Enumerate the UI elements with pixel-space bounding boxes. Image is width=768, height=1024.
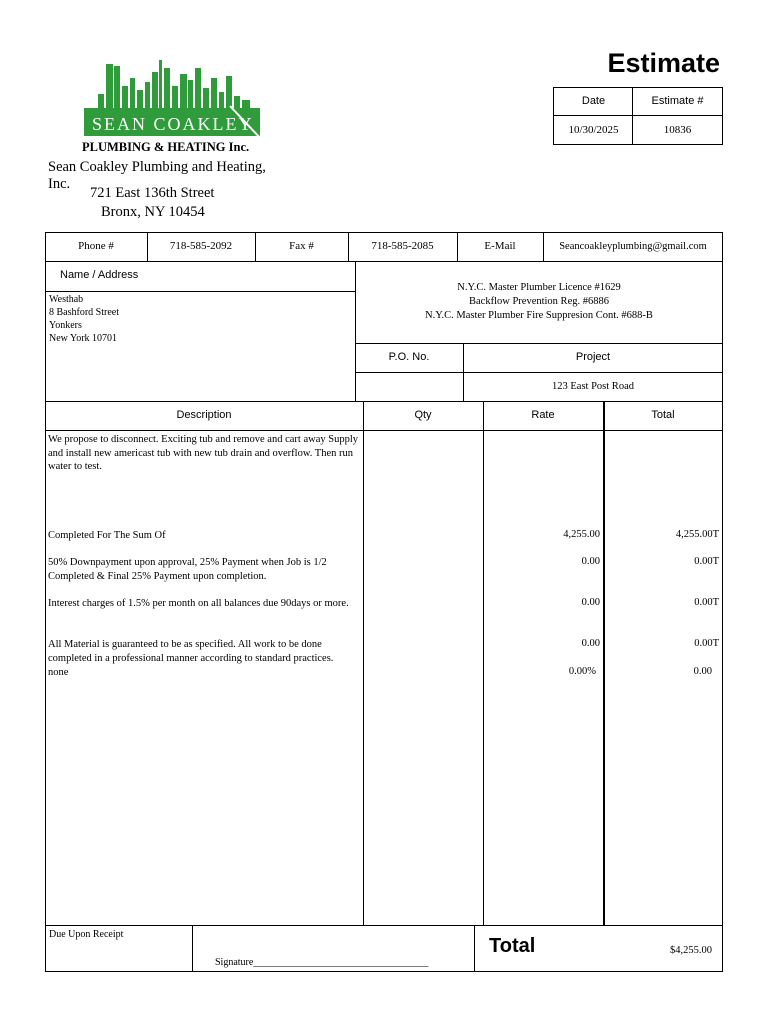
item-total: 0.00 xyxy=(693,666,712,677)
license-line: Backflow Prevention Reg. #6886 xyxy=(469,296,609,307)
column-header-qty: Qty xyxy=(414,409,432,421)
bill-to-line: New York 10701 xyxy=(49,333,118,344)
bill-to-label: Name / Address xyxy=(60,269,139,281)
license-line: N.Y.C. Master Plumber Fire Suppresion Cont. #688-B xyxy=(425,310,653,321)
skyline-logo-icon xyxy=(80,56,266,158)
project-value: 123 East Post Road xyxy=(552,381,634,392)
item-rate: 4,255.00 xyxy=(563,529,600,540)
project-label: Project xyxy=(575,351,611,363)
item-description: Completed For The Sum Of xyxy=(48,530,166,541)
item-description: We propose to disconnect. Exciting tub and remove and cart away Supply and install new americast tub with new tub drain and overflow. Then run water to test. xyxy=(48,434,358,472)
item-rate: 0.00 xyxy=(581,597,600,608)
fax-value: 718-585-2085 xyxy=(371,240,434,252)
column-header-rate: Rate xyxy=(531,409,555,421)
email-value: Seancoakleyplumbing@gmail.com xyxy=(559,241,707,252)
phone-label: Phone # xyxy=(78,240,114,252)
payment-terms: Due Upon Receipt xyxy=(49,929,124,940)
signature-line: Signature___________________________________ xyxy=(215,957,429,968)
total-label: Total xyxy=(489,935,536,957)
estimate-meta-table xyxy=(553,87,723,145)
item-total: 0.00T xyxy=(694,597,719,608)
company-name-block xyxy=(48,159,288,192)
company-city: Bronx, NY 10454 xyxy=(101,204,205,220)
bill-to-line: Westhab xyxy=(49,294,84,305)
document-title: Estimate xyxy=(607,48,720,78)
estimate-number: 10836 xyxy=(663,124,692,136)
item-rate: 0.00 xyxy=(581,556,600,567)
company-logo xyxy=(80,56,266,158)
item-description: 50% Downpayment upon approval, 25% Payment when Job is 1/2 Completed & Final 25% Payment upon completion. xyxy=(48,557,327,582)
logo-text-tagline: PLUMBING & HEATING Inc. xyxy=(82,140,250,154)
total-value: $4,255.00 xyxy=(670,945,712,956)
item-description: All Material is guaranteed to be as specified. All work to be done completed in a professional manner according to standard practices. xyxy=(48,639,334,664)
item-total: 0.00T xyxy=(694,638,719,649)
column-header-total: Total xyxy=(651,409,675,421)
bill-to-line: 8 Bashford Street xyxy=(49,307,119,318)
logo-text-name: SEAN COAKLEY xyxy=(92,114,254,134)
estimate-date: 10/30/2025 xyxy=(568,124,619,136)
fax-label: Fax # xyxy=(289,240,314,252)
company-street: 721 East 136th Street xyxy=(90,185,215,201)
item-description: none xyxy=(48,667,69,678)
company-name-wrap: Inc. xyxy=(48,176,71,192)
phone-value: 718-585-2092 xyxy=(169,240,233,252)
item-description: Interest charges of 1.5% per month on all balances due 90days or more. xyxy=(48,598,349,609)
bill-to-line: Yonkers xyxy=(49,320,82,331)
item-rate: 0.00% xyxy=(568,666,596,677)
date-label: Date xyxy=(581,95,606,107)
item-total: 0.00T xyxy=(694,556,719,567)
column-header-description: Description xyxy=(176,409,232,421)
item-total: 4,255.00T xyxy=(675,529,719,540)
estimate-number-label: Estimate # xyxy=(651,95,704,107)
license-line: N.Y.C. Master Plumber Licence #1629 xyxy=(457,282,621,293)
company-name: Sean Coakley Plumbing and Heating, xyxy=(48,159,266,175)
item-rate: 0.00 xyxy=(581,638,600,649)
email-label: E-Mail xyxy=(484,240,516,252)
bill-to-address xyxy=(49,293,349,345)
license-block xyxy=(355,281,723,323)
po-label: P.O. No. xyxy=(388,351,430,363)
